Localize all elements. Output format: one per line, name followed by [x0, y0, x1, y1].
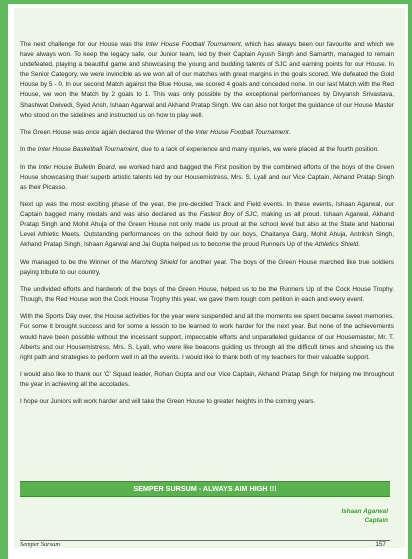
paragraph-text: . [288, 128, 291, 136]
signature [341, 508, 388, 525]
footer-rule [20, 540, 390, 541]
body-paragraph [20, 40, 394, 121]
paragraph-text: , we worked hard and bagged the First position by the combined efforts of the boys of the Green House showcasing their superb artistic talents led by our Housemistress, Mrs. S. Lyall and our Vice Captain, Akhand Pratap Singh as their Picasso. [20, 163, 394, 191]
italic-title: Fastest Boy of SJC [199, 211, 257, 219]
paragraph-text: With the Sports Day over, the House activities for the year were suspended and all the moments we spent became sweet memories. For some it brought success and for some a lesson to be learned to work harder for the next year. But none of the achievements would have been possible without the incessant support, impeccable efforts and unparalleled guidance of our Housemaster, Mr. T. Alberts and our Housemistress, Mrs. S. Lyall, who were like beacons guiding us through all the difficult times and showing us the right path and strategies to perform well in all the events. I would like to thank both of my teachers for their valuable support. [20, 313, 394, 361]
page-number: 157 [375, 541, 386, 548]
body-paragraph [20, 285, 394, 305]
paragraph-text: We managed to be the Winner of the [20, 258, 132, 266]
motto-banner: SEMPER SURSUM - ALWAYS AIM HIGH !!! [20, 481, 390, 497]
paragraph-text: . [358, 241, 361, 249]
page-border-top [0, 0, 412, 4]
body-paragraph [20, 397, 394, 407]
signature-role: Captain [364, 516, 388, 524]
paragraph-text: The undivided efforts and hardwork of the boys of the Green House, helped us to be the Runners Up of the Cock House Trophy. Though, the Red House won the Cock House Trophy this year, we gave them tough com petition in each and every event. [20, 286, 394, 304]
body-paragraph [20, 370, 394, 390]
body-paragraph [20, 145, 394, 155]
article-body [20, 40, 394, 415]
italic-title: Athletics Shield [314, 241, 359, 249]
italic-title: Marching Shield [131, 258, 178, 266]
paragraph-text: The next challenge for our House was the [20, 41, 146, 48]
italic-title: Inter House Football Tournament [145, 41, 241, 48]
paragraph-text: The Green House was once again declared the Winner of the [20, 128, 196, 136]
paragraph-text: , which has always been our favourite and which we have always won. To keep the legacy safe, our Junior team, led by their Captain Ayush Singh and Samarth, managed to remain undefeated, playing a beautiful game and showcasing the young and budding talents of SJC and earning points for our House. In the Senior Category, we were invincible as we won all of our matches with great margins in the goals scored. We defeated the Gold House by 5 - 0. In our second Match against the Blue House, we scored 4 goals and conceded none. In our last Match with the Red House, we won the Match by 2 goals to 1. This was only possible by the exceptional performances by Divyansh Srivastava, Shashwat Dwivedi, Syed Ansh, Ishaan Agarwal and Akhand Pratap Singh. We can also not forget the guidance of our House Master who stood on the sidelines and instructed us on how to play well. [20, 41, 394, 119]
page-border-left [0, 0, 8, 559]
body-paragraph [20, 163, 394, 193]
body-paragraph [20, 258, 394, 278]
paragraph-text: In the [20, 163, 39, 171]
paragraph-text: I hope our Juniors will work harder and will take the Green House to greater heights in the coming years. [20, 398, 316, 406]
paragraph-text: I would also like to thank our 'C' Squad leader, Rohan Gupta and our Vice Captain, Akhand Pratap Singh for helping me throughout the year in achieving all the accolades. [20, 371, 394, 389]
italic-title: Inter House Football Tournament [195, 128, 289, 136]
body-paragraph [20, 200, 394, 250]
body-paragraph [20, 312, 394, 362]
paragraph-text: Next up was the most exciting phase of the year, the pre-decided Track and Field events. In these events, Ishaan Agarwal, our Captain bagged many medals and was also declared as the [20, 200, 394, 219]
italic-title: Inter House Basketball Tournament [37, 146, 138, 154]
signature-name: Ishaan Agarwal [341, 508, 388, 515]
paragraph-text: , making us all proud. Ishaan Agarwal, Akhand Pratap Singh and Mohit Ahuja of the Green House not only made us proud at the school level but also at the State and National Level Athletic Meets. Outstanding performances on the school field by our boys, Chaitanya Garg, Mohit Ahuja, Antriksh Singh, Akhand Pratap Singh, Ishaan Agarwal and Jai Gupta helped us to become the proud Runners Up of the [20, 211, 394, 249]
paragraph-text: for another year. The boys of the Green House marched like true soldiers paying tribute to our country. [20, 258, 394, 276]
paragraph-text: , due to a lack of experience and many injuries, we were placed at the fourth position. [137, 146, 379, 154]
page-border-right [408, 0, 412, 559]
paragraph-text: In the [20, 146, 38, 154]
body-paragraph [20, 128, 394, 138]
italic-title: Inter House Bulletin Board [38, 163, 115, 171]
footer-publication-name: Semper Sursum [20, 541, 60, 548]
